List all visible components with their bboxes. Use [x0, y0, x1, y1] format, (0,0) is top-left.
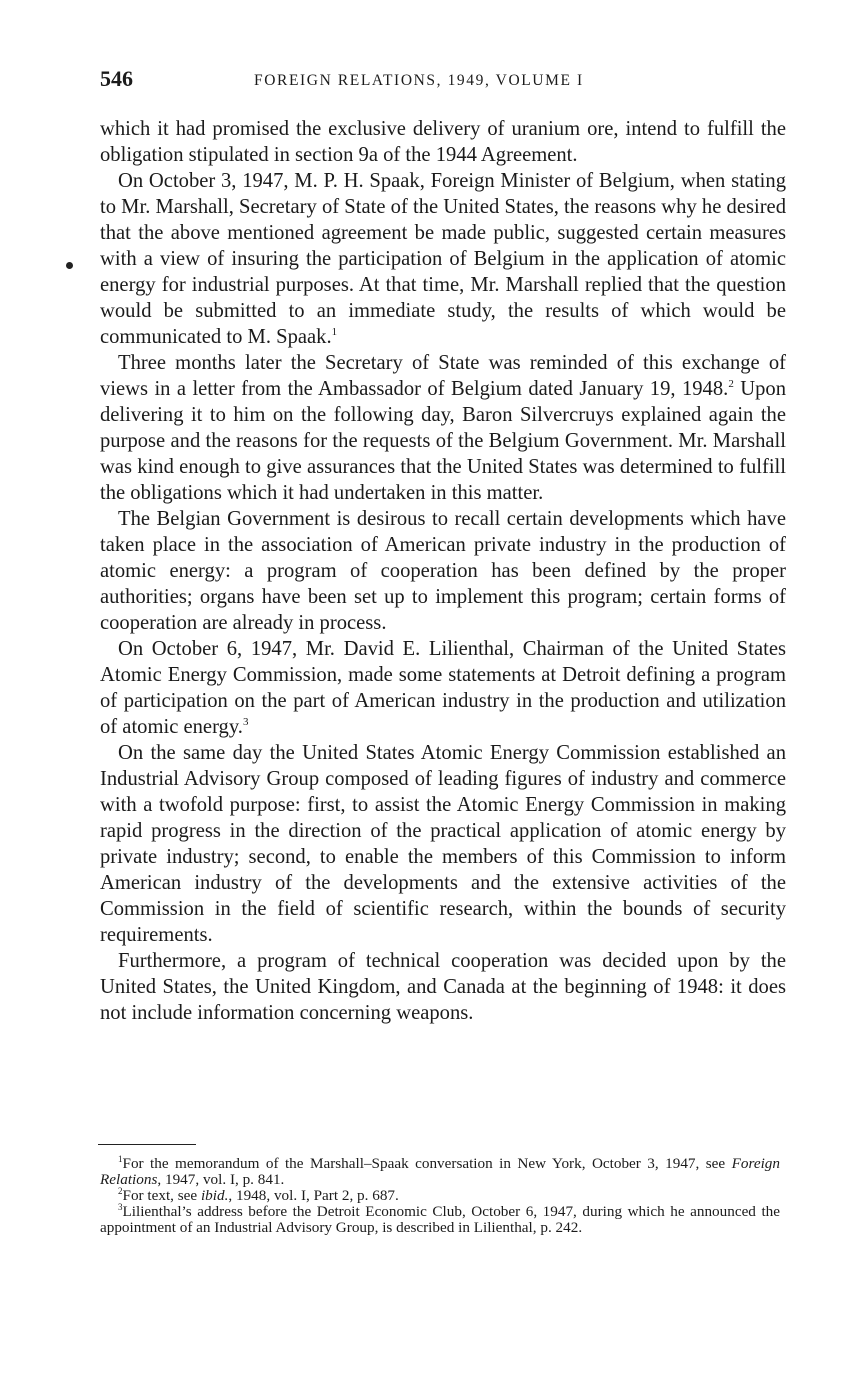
paragraph-2: On October 3, 1947, M. P. H. Spaak, Foreign Minister of Belgium, when stating to Mr. Marshall, Secretary of State of the United States, the reasons why he desired that the above mentioned agreement be made public, suggested certain measures with a view of insuring the participation of Belgium in the application of atomic energy for industrial purposes. At that time, Mr. Marshall replied that the question would be submitted to an immediate study, the results of which would be communicated to M. Spaak.$^1$ — [100, 170, 786, 348]
footnote-1: $^1$For the memorandum of the Marshall–Spaak conversation in New York, October 3, 1947, see Foreign Relations, 1947, vol. I, p. 841. — [100, 1153, 780, 1188]
footnote-ref-1[interactable]: 1 — [331, 326, 338, 339]
page-number: 546 — [100, 66, 133, 91]
paragraph-3: Three months later the Secretary of State was reminded of this exchange of views in a letter from the Ambassador of Belgium dated January 19, 1948.$^2$ Upon delivering it to him on the following day, Baron Silvercruys explained again the purpose and the reasons for the requests of the Belgium Government. Mr. Marshall was kind enough to give assurances that the United States was determined to fulfill the obligations which it had undertaken in this matter. — [100, 352, 786, 504]
body-text — [100, 116, 786, 1026]
paragraph-6: On the same day the United States Atomic Energy Commission established an Industrial Advisory Group composed of leading figures of industry and commerce with a twofold purpose: first, to assist the Atomic Energy Commission in making rapid progress in the direction of the practical application of atomic energy by private industry; second, to enable the members of this Commission to inform American industry of the developments and the extensive activities of the Commission in the field of scientific research, within the bounds of security requirements. — [100, 742, 786, 946]
paragraph-5: On October 6, 1947, Mr. David E. Lilienthal, Chairman of the United States Atomic Energy Commission, made some statements at Detroit defining a program of participation on the part of American industry in the production and utilization of atomic energy.$^3$ — [100, 638, 786, 738]
margin-dot — [66, 262, 73, 269]
footnote-ref-3[interactable]: 3 — [242, 716, 249, 729]
paragraph-1: which it had promised the exclusive delivery of uranium ore, intend to fulfill the obligation stipulated in section 9a of the 1944 Agreement. — [100, 118, 786, 166]
footnote-divider — [98, 1144, 196, 1145]
footnote-ref-2[interactable]: 2 — [728, 378, 734, 391]
footnote-3: $^3$Lilienthal’s address before the Detroit Economic Club, October 6, 1947, during which he announced the appointment of an Industrial Advisory Group, is described in Lilienthal, p. 242. — [100, 1201, 780, 1236]
page-header — [100, 66, 790, 96]
paragraph-7: Furthermore, a program of technical cooperation was decided upon by the United States, the United Kingdom, and Canada at the beginning of 1948: it does not include information concerning weapons. — [100, 950, 786, 1024]
footnotes — [100, 1153, 780, 1236]
running-title: FOREIGN RELATIONS, 1949, VOLUME I — [254, 72, 584, 89]
paragraph-4: The Belgian Government is desirous to recall certain developments which have taken place in the association of American private industry in the production of atomic energy: a program of cooperation has been defined by the proper authorities; organs have been set up to implement this program; certain forms of cooperation are already in process. — [100, 508, 786, 634]
footnote-2: $^2$For text, see ibid., 1948, vol. I, Part 2, p. 687. — [118, 1185, 399, 1204]
